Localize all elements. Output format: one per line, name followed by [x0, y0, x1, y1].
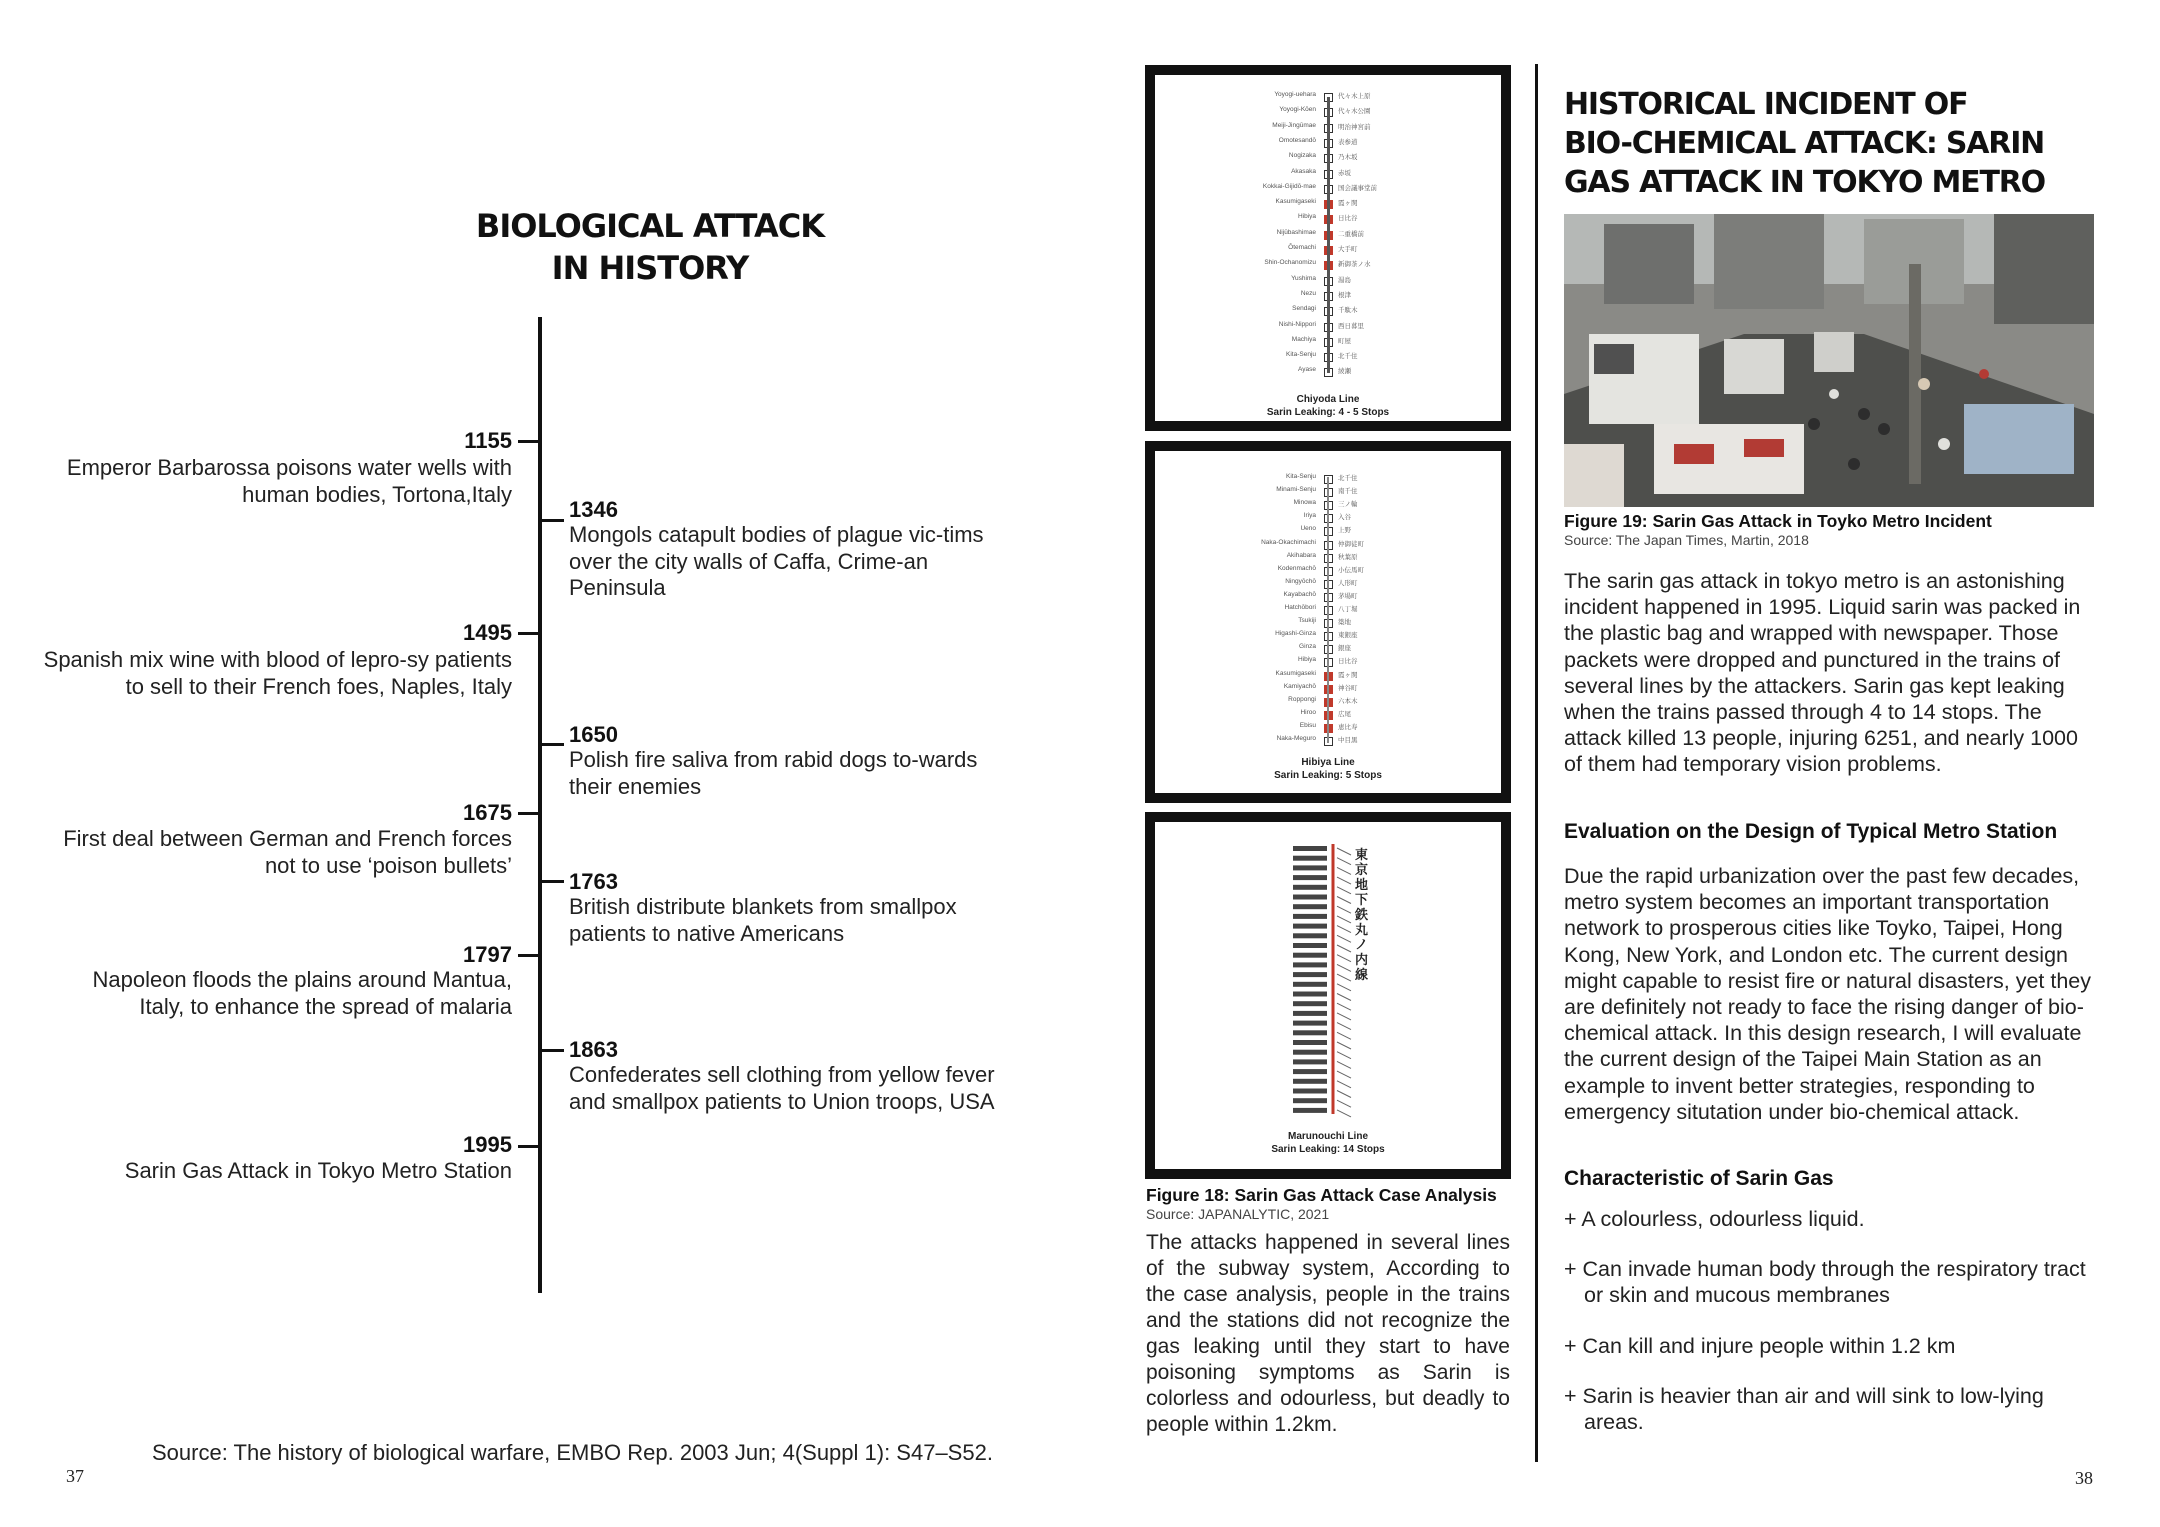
station-name-jp: 八丁堀	[1338, 606, 1358, 613]
chiyoda-caption-leak: Sarin Leaking: 4 - 5 Stops	[1266, 407, 1390, 418]
marunouchi-station-leader	[1337, 1061, 1351, 1068]
station-name: Shin-Ochanomizu	[1264, 259, 1316, 267]
station-name-jp: 仲御徒町	[1338, 540, 1364, 548]
station-row	[1288, 244, 1444, 259]
marunouchi-station-leader	[1337, 916, 1351, 923]
station-name-jp: 広尾	[1338, 710, 1351, 718]
characteristic-heading: Characteristic of Sarin Gas	[1564, 1167, 1834, 1190]
marunouchi-station-label	[1293, 1030, 1327, 1035]
marunouchi-line-map	[1145, 812, 1511, 1179]
timeline-year: 1495	[463, 620, 512, 645]
marunouchi-station-leader	[1337, 877, 1351, 884]
station-name: Yoyogi-Kōen	[1279, 106, 1316, 114]
marunouchi-caption	[1155, 1130, 1501, 1156]
page-number-left: 37	[66, 1466, 84, 1486]
marunouchi-station-leader	[1337, 935, 1351, 942]
station-name-jp: 二重橋前	[1338, 230, 1364, 238]
timeline-tick	[518, 632, 540, 635]
station-name: Kodenmachō	[1277, 564, 1316, 572]
station-name-jp: 中目黒	[1338, 737, 1358, 744]
timeline-event: Mongols catapult bodies of plague vic-tims over the city walls of Caffa, Crime-an Peninsula	[569, 522, 984, 600]
station-name-jp: 代々木上原	[1338, 93, 1371, 100]
station-name: Nezu	[1300, 289, 1316, 297]
station-name: Naka-Meguro	[1276, 735, 1316, 742]
station-name: Kita-Senju	[1286, 473, 1316, 480]
figure19-title: Figure 19: Sarin Gas Attack in Toyko Metro Incident	[1564, 511, 1992, 531]
marunouchi-line-label: 東京地下鉄丸ノ内線	[1355, 847, 1369, 982]
station-name-jp: 西日暮里	[1338, 322, 1364, 330]
marunouchi-station-label	[1293, 904, 1327, 909]
marunouchi-station-label	[1293, 992, 1327, 997]
station-name-jp: 人形町	[1338, 579, 1358, 587]
left-page-title	[300, 205, 1000, 289]
station-name: Kasumigaseki	[1275, 198, 1316, 206]
station-name: Omotesandō	[1278, 136, 1316, 144]
marunouchi-station-label	[1293, 953, 1327, 958]
marunouchi-station-leader	[1337, 1081, 1351, 1088]
timeline-event: Sarin Gas Attack in Tokyo Metro Station	[124, 1158, 512, 1183]
station-name: Kasumigaseki	[1275, 669, 1316, 677]
station-name: Kamiyachō	[1283, 682, 1316, 690]
marunouchi-station-leader	[1337, 1032, 1351, 1039]
station-name-jp: 三ノ輪	[1338, 501, 1358, 509]
station-name-jp: 北千住	[1338, 475, 1358, 482]
marunouchi-station-leader	[1337, 926, 1351, 933]
station-name-jp: 秋葉原	[1338, 553, 1358, 561]
chiyoda-line-track	[1327, 97, 1330, 373]
marunouchi-station-label	[1293, 865, 1327, 870]
timeline-tick	[518, 954, 540, 957]
station-name: Roppongi	[1288, 695, 1316, 703]
timeline-event: Polish fire saliva from rabid dogs to-wards their enemies	[569, 747, 978, 799]
station-name: Nishi-Nippori	[1278, 320, 1316, 328]
marunouchi-station-label	[1293, 1069, 1327, 1074]
marunouchi-station-label	[1293, 846, 1327, 851]
marunouchi-station-label	[1293, 1021, 1327, 1026]
marunouchi-station-leader	[1337, 1100, 1351, 1107]
figure18-source: Source: JAPANALYTIC, 2021	[1146, 1206, 1330, 1222]
station-name-jp: 国会議事堂前	[1338, 184, 1377, 192]
marunouchi-caption-leak: Sarin Leaking: 14 Stops	[1271, 1144, 1385, 1155]
station-name-jp: 南千住	[1338, 488, 1358, 496]
station-name: Hatchōbori	[1284, 604, 1316, 611]
marunouchi-diagram	[1155, 822, 1501, 1169]
station-name-jp: 町屋	[1338, 337, 1351, 345]
marunouchi-station-leader	[1337, 858, 1351, 865]
station-name-jp: 神谷町	[1338, 684, 1358, 692]
station-row	[1297, 213, 1444, 228]
station-name: Hiroo	[1300, 708, 1316, 716]
marunouchi-station-label	[1293, 875, 1327, 880]
station-row	[1275, 198, 1444, 213]
timeline-tick	[542, 519, 564, 522]
station-name-jp: 日比谷	[1338, 658, 1358, 666]
middle-body-text: The attacks happened in several lines of the subway system, According to the case analysis, people in the trains and the stations did not recognize the gas leaking until they start to have poisoning symptoms as Sarin is colorless and odourless, but deadly to people within 1.2km.	[1146, 1231, 1510, 1436]
marunouchi-station-label	[1293, 982, 1327, 987]
station-name-jp: 茅場町	[1338, 592, 1358, 600]
station-name: Ebisu	[1299, 721, 1316, 729]
timeline-tick	[542, 880, 564, 883]
marunouchi-station-label	[1293, 972, 1327, 977]
marunouchi-station-leader	[1337, 945, 1351, 952]
station-name-jp: 恵比寿	[1338, 723, 1358, 731]
station-name: Nijūbashimae	[1276, 228, 1316, 236]
marunouchi-station-leader	[1337, 1091, 1351, 1098]
marunouchi-station-label	[1293, 1011, 1327, 1016]
timeline-event: Emperor Barbarossa poisons water wells with human bodies, Tortona,Italy	[66, 455, 512, 507]
station-row	[1278, 136, 1444, 152]
station-row	[1291, 167, 1444, 183]
station-name-jp: 大手町	[1338, 246, 1358, 253]
marunouchi-station-leader	[1337, 1110, 1351, 1117]
station-name-jp: 綾瀬	[1338, 368, 1351, 376]
marunouchi-station-label	[1293, 1098, 1327, 1103]
marunouchi-station-leader	[1337, 887, 1351, 894]
timeline-event: British distribute blankets from smallpox patients to native Americans	[569, 894, 957, 946]
marunouchi-station-label	[1293, 856, 1327, 861]
station-name: Akasaka	[1291, 167, 1316, 175]
column-divider	[1535, 64, 1538, 1462]
left-title-line2: IN HISTORY	[551, 249, 749, 287]
station-row	[1291, 335, 1444, 351]
station-row	[1286, 351, 1444, 366]
station-row	[1276, 735, 1444, 750]
right-title-line2: BIO-CHEMICAL ATTACK: SARIN	[1564, 126, 2045, 161]
right-page-title	[1564, 85, 2045, 202]
characteristic-item: + A colourless, odourless liquid.	[1564, 1207, 1865, 1231]
marunouchi-station-leader	[1337, 974, 1351, 981]
station-name-jp: 千駄木	[1338, 307, 1358, 315]
timeline-year: 1650	[569, 722, 618, 747]
station-name-jp: 東銀座	[1338, 632, 1358, 640]
timeline-year: 1155	[464, 428, 512, 453]
marunouchi-station-label	[1293, 1050, 1327, 1055]
station-row	[1262, 182, 1444, 198]
marunouchi-station-label	[1293, 1001, 1327, 1006]
station-name-jp: 日比谷	[1338, 215, 1358, 223]
page-number-right: 38	[2075, 1468, 2093, 1488]
hibiya-line-track	[1327, 477, 1329, 743]
station-name-jp: 銀座	[1338, 645, 1351, 653]
timeline-tick	[542, 1049, 564, 1052]
hibiya-caption-line: Hibiya Line	[1301, 757, 1355, 768]
right-title-line1: HISTORICAL INCIDENT OF	[1564, 87, 1968, 122]
characteristic-item: + Can kill and injure people within 1.2 km	[1564, 1334, 1956, 1358]
timeline-year: 1675	[463, 800, 512, 825]
marunouchi-station-label	[1293, 943, 1327, 948]
timeline-event: Napoleon floods the plains around Mantua, Italy, to enhance the spread of malaria	[92, 967, 512, 1019]
station-name: Yushima	[1291, 274, 1316, 282]
chiyoda-line-map	[1145, 65, 1511, 431]
station-row	[1279, 106, 1444, 121]
timeline-tick	[542, 743, 564, 746]
marunouchi-station-leader	[1337, 964, 1351, 971]
marunouchi-station-leader	[1337, 867, 1351, 874]
station-name-jp: 明治神宮前	[1338, 123, 1371, 131]
station-row	[1288, 152, 1444, 167]
station-name-jp: 入谷	[1338, 514, 1351, 522]
timeline-year: 1763	[569, 869, 618, 894]
station-name-jp: 霞ヶ関	[1338, 671, 1358, 679]
characteristic-item: + Can invade human body through the respiratory tract or skin and mucous membranes	[1564, 1257, 2086, 1308]
station-row	[1300, 289, 1444, 305]
marunouchi-station-label	[1293, 1040, 1327, 1045]
station-name: Iriya	[1303, 512, 1316, 520]
station-name: Sendagi	[1292, 305, 1316, 313]
station-name-jp: 霞ヶ関	[1338, 200, 1358, 208]
figure18-title: Figure 18: Sarin Gas Attack Case Analysis	[1146, 1185, 1497, 1205]
marunouchi-station-leader	[1337, 1003, 1351, 1010]
station-row	[1298, 366, 1444, 381]
station-name: Minami-Senju	[1276, 486, 1316, 494]
marunouchi-station-leader	[1337, 897, 1351, 904]
station-row	[1292, 305, 1444, 320]
right-title-line3: GAS ATTACK IN TOKYO METRO	[1564, 165, 2045, 200]
marunouchi-caption-line: Marunouchi Line	[1288, 1131, 1368, 1142]
marunouchi-station-label	[1293, 1089, 1327, 1094]
station-name-jp: 新御茶ノ水	[1338, 261, 1371, 269]
station-row	[1276, 228, 1444, 244]
hibiya-caption-leak: Sarin Leaking: 5 Stops	[1274, 770, 1382, 781]
timeline-tick	[518, 812, 540, 815]
marunouchi-station-label	[1293, 933, 1327, 938]
station-name: Nogizaka	[1288, 152, 1316, 160]
timeline-event: Spanish mix wine with blood of lepro-sy patients to sell to their French foes, Naples, Italy	[43, 647, 512, 699]
marunouchi-station-leader	[1337, 1042, 1351, 1049]
marunouchi-station-label	[1293, 895, 1327, 900]
station-name-jp: 表参道	[1338, 138, 1358, 146]
left-title-line1: BIOLOGICAL ATTACK	[475, 207, 825, 245]
timeline-tick	[518, 1145, 540, 1148]
station-name: Naka-Okachimachi	[1261, 538, 1316, 546]
hibiya-caption	[1155, 756, 1501, 782]
station-name-jp: 小伝馬町	[1338, 566, 1364, 574]
station-name: Machiya	[1291, 335, 1316, 343]
marunouchi-station-label	[1293, 1108, 1327, 1113]
station-row	[1272, 121, 1444, 137]
timeline-year: 1863	[569, 1037, 618, 1062]
marunouchi-station-leader	[1337, 1052, 1351, 1059]
marunouchi-station-leader	[1337, 1013, 1351, 1020]
timeline-tick	[518, 440, 540, 443]
marunouchi-station-label	[1293, 914, 1327, 919]
station-name: Meiji-Jingūmae	[1272, 121, 1316, 129]
marunouchi-station-leader	[1337, 994, 1351, 1001]
marunouchi-station-leader	[1337, 906, 1351, 913]
marunouchi-station-label	[1293, 1059, 1327, 1064]
evaluation-paragraph: Due the rapid urbanization over the past few decades, metro system becomes an important transportation network to prosperous cities like Toyko, Taipei, Hong Kong, New York, and London etc. The current design might capable to resist fire or natural disasters, yet they are definitely not ready to face the rising danger of bio-chemical attack. In this design research, I will evaluate the current design of the Taipei Main Station as an example to invent better strategies, responding to emergency situtation under bio-chemical attack.	[1564, 864, 2091, 1124]
hibiya-line-map	[1145, 441, 1511, 803]
marunouchi-station-label	[1293, 885, 1327, 890]
station-name-jp: 築地	[1338, 619, 1351, 627]
station-name: Akihabara	[1286, 551, 1316, 559]
station-name: Hibiya	[1297, 213, 1316, 221]
station-name: Kayabachō	[1283, 590, 1316, 598]
timeline-event: First deal between German and French forces not to use ‘poison bullets’	[63, 826, 512, 878]
timeline-year: 1995	[463, 1132, 512, 1157]
marunouchi-station-leader	[1337, 984, 1351, 991]
station-name-jp: 上野	[1338, 527, 1351, 535]
station-name: Hibiya	[1297, 656, 1316, 664]
marunouchi-station-leader	[1337, 955, 1351, 962]
station-name-jp: 赤坂	[1338, 169, 1351, 177]
marunouchi-station-leader	[1337, 848, 1351, 855]
sarin-attack-photo	[1564, 214, 2094, 507]
characteristic-item: + Sarin is heavier than air and will sink to low-lying areas.	[1564, 1384, 2044, 1435]
station-name: Yoyogi-uehara	[1274, 91, 1316, 98]
station-name: Ayase	[1298, 366, 1316, 374]
timeline-year: 1346	[569, 497, 618, 522]
timeline-event: Confederates sell clothing from yellow fever and smallpox patients to Union troops, USA	[569, 1062, 995, 1114]
station-name-jp: 湯島	[1338, 276, 1351, 284]
station-row	[1278, 320, 1444, 336]
station-name-jp: 根津	[1338, 291, 1351, 299]
marunouchi-station-label	[1293, 962, 1327, 967]
station-name-jp: 代々木公園	[1338, 108, 1371, 116]
station-row	[1274, 91, 1444, 106]
intro-paragraph: The sarin gas attack in tokyo metro is an astonishing incident happened in 1995. Liquid sarin was packed in the plastic bag and wrapped with newspaper. Those packets were dropped and punctured in the trains of several lines by the attackers. Sarin gas kept leaking when the trains passed through 4 to 14 stops. The attack killed 13 people, injuring 6251, and nearly 1000 of them had temporary vision problems.	[1564, 569, 2081, 777]
station-row	[1264, 259, 1444, 274]
station-name-jp: 乃木坂	[1338, 154, 1358, 162]
figure19-source: Source: The Japan Times, Martin, 2018	[1564, 532, 1809, 548]
marunouchi-station-label	[1293, 1079, 1327, 1084]
chiyoda-caption-line: Chiyoda Line	[1296, 394, 1360, 405]
station-name: Kokkai-Gijidō-mae	[1262, 182, 1316, 190]
station-name: Higashi-Ginza	[1275, 630, 1316, 638]
marunouchi-station-leader	[1337, 1071, 1351, 1078]
station-name-jp: 六本木	[1338, 697, 1358, 705]
station-name-jp: 北千住	[1338, 353, 1358, 361]
marunouchi-station-leader	[1337, 1023, 1351, 1030]
station-name: Ningyōchō	[1285, 577, 1316, 585]
station-row	[1291, 274, 1444, 290]
chiyoda-caption	[1155, 393, 1501, 419]
station-name: Kita-Senju	[1286, 351, 1316, 359]
station-name: Tsukiji	[1298, 617, 1316, 625]
station-name: Minowa	[1293, 499, 1316, 507]
station-name: Ginza	[1299, 643, 1316, 651]
station-name: Ueno	[1300, 525, 1316, 533]
station-name: Ōtemachi	[1288, 244, 1316, 251]
source-citation: Source: The history of biological warfare, EMBO Rep. 2003 Jun; 4(Suppl 1): S47–S52.	[152, 1440, 993, 1465]
timeline-year: 1797	[463, 942, 512, 967]
evaluation-heading: Evaluation on the Design of Typical Metro Station	[1564, 820, 2058, 843]
marunouchi-station-label	[1293, 924, 1327, 929]
